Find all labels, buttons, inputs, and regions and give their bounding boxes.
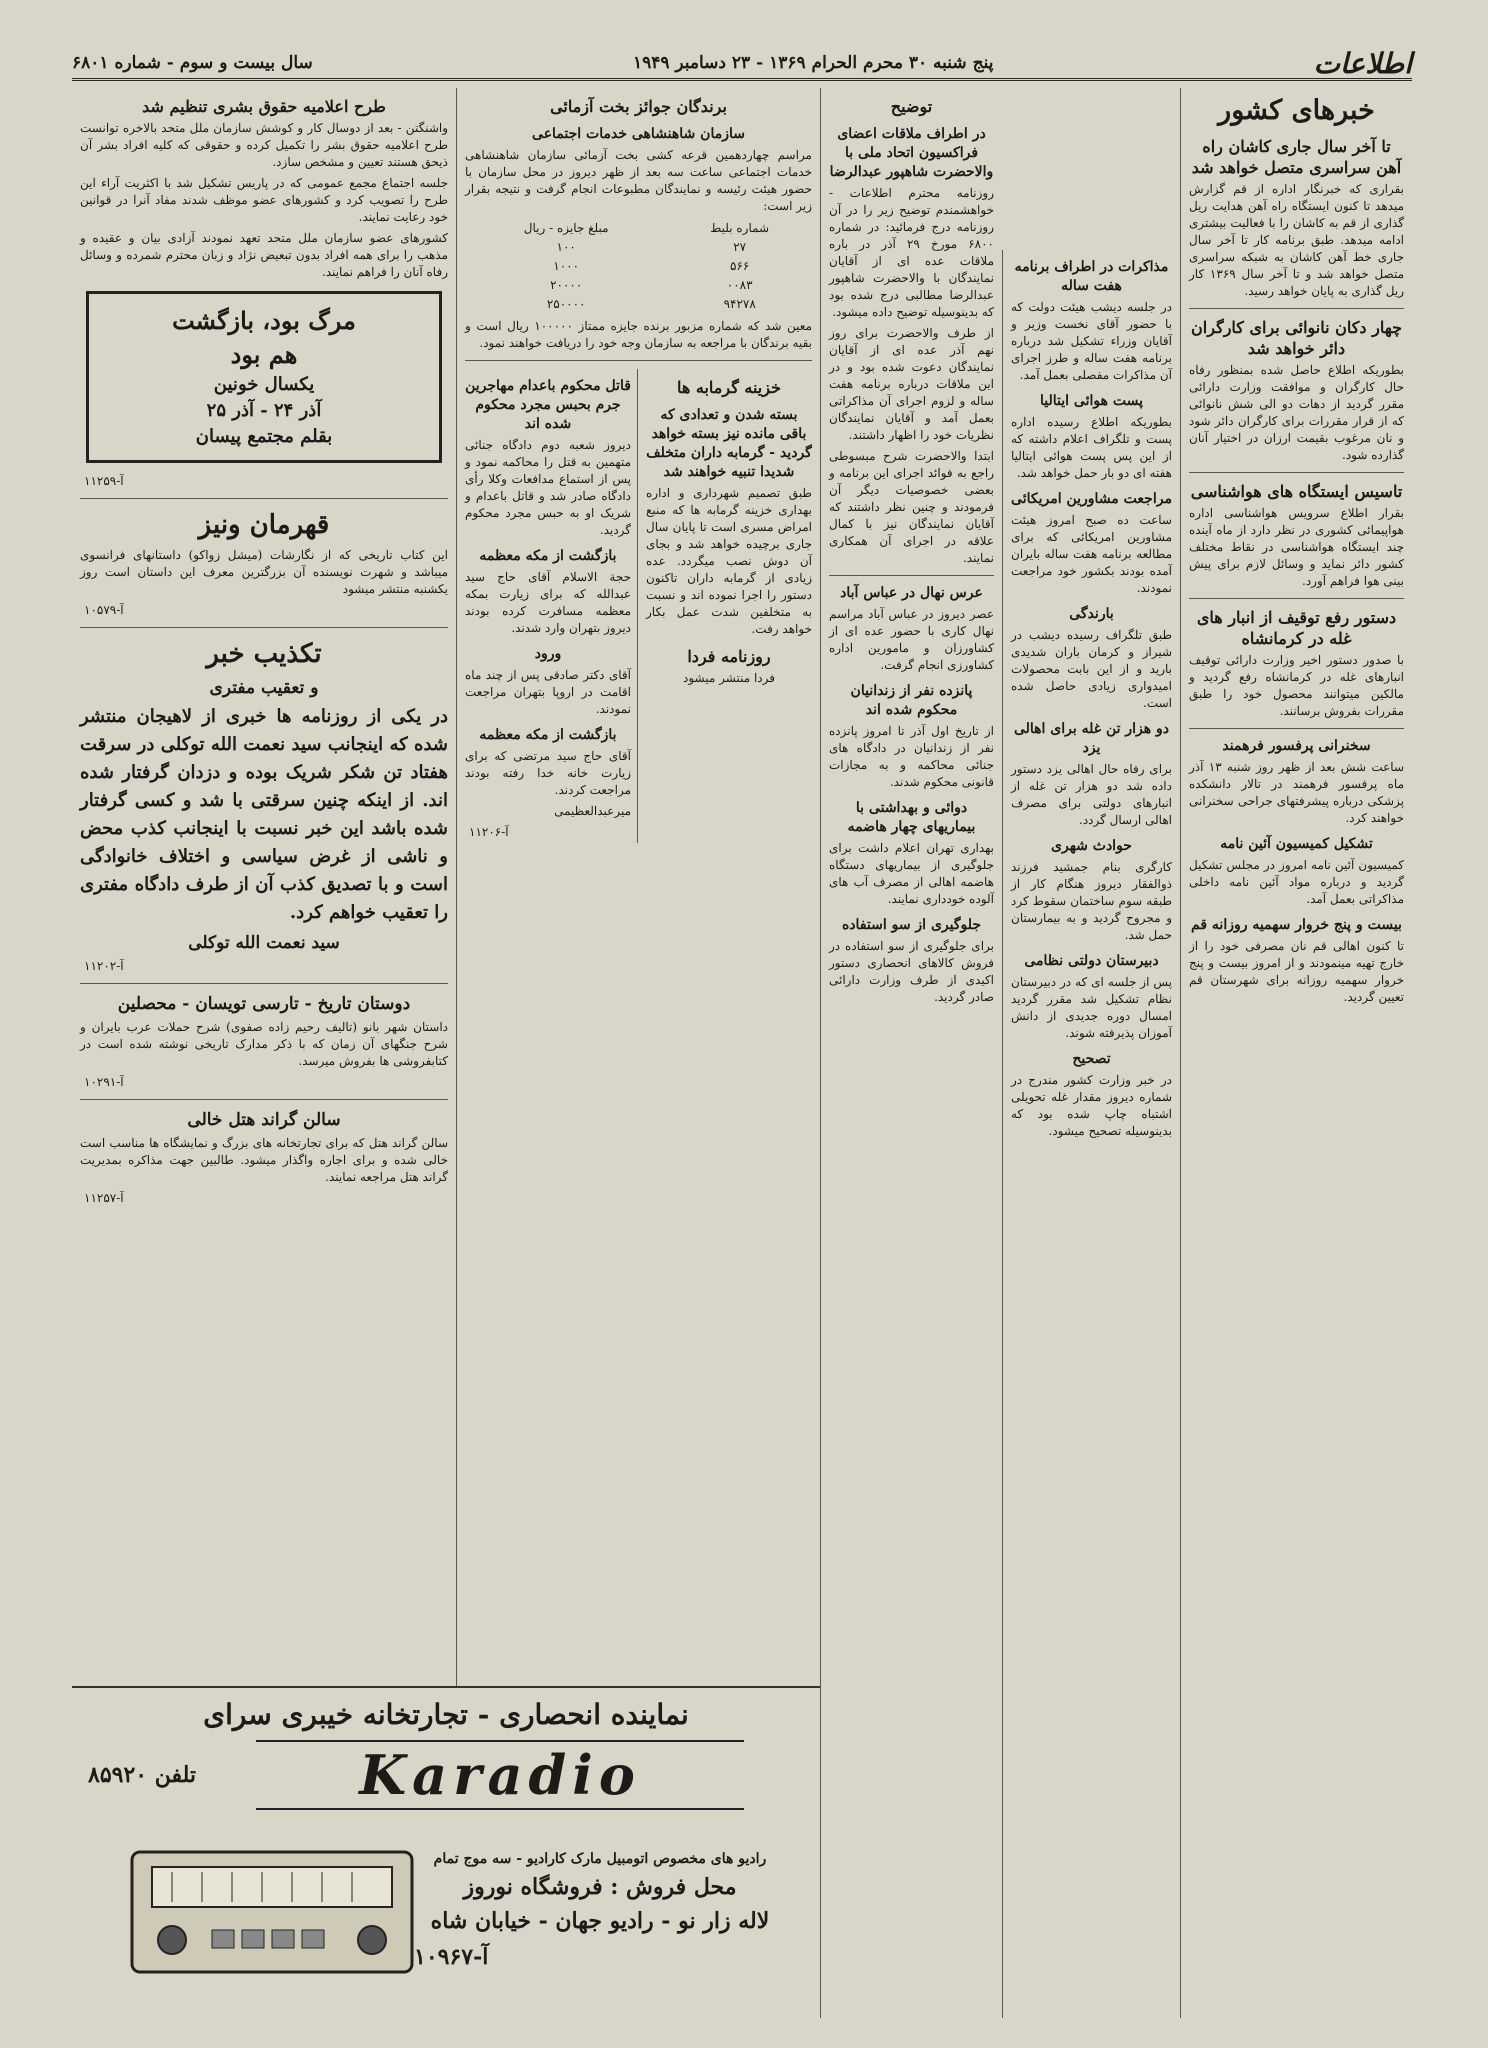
denial-body: در یکی از روزنامه ها خبری از لاهیجان منتشر شده که اینجانب سید نعمت الله توکلی در سرقت هفتاد تن شکر شریک بوده و دزدان گرفتار شده اند. از اینکه چنین سرقتی با شد و کسی گرفتار شده باشد این خبر نسبت با اینجانب کذب محض و ناشی از غرض سیاسی و اختلاف خانوادگی است و با تصدیق کذب آن از طرف دادگاه مفتری را تعقیب خواهم کرد. — [80, 706, 448, 923]
article-body: با صدور دستور اخیر وزارت دارائی توقیف انبارهای غله در کرمانشاه رفع گردید و مالکین میتوانند محصول خود را طبق مقررات بفروش برسانند. — [1189, 653, 1404, 718]
divider — [465, 360, 812, 361]
headline: برندگان جوائز بخت آزمائی — [550, 97, 727, 116]
article-body: کمیسیون آئین نامه امروز در مجلس تشکیل گردید و درباره مواد آئین نامه داخلی مذاکراتی بعمل آمد. — [1189, 858, 1404, 906]
article-body: بطوریکه اطلاع حاصل شده بمنظور رفاه حال کارگران و موافقت وزارت دارائی مقرر گردید از دهات دو الی شش نانوائی که از قرار مقررات برای کارگران دائر شود و نان مرغوب بقیمت ارزان در اختیار آنان گذارده شود. — [1189, 363, 1404, 462]
headline: حوادث شهری — [1051, 838, 1132, 854]
article-body: جلسه اجتماع مجمع عمومی که در پاریس تشکیل شد با اکثریت آراء این طرح را تصویب کرد و کشورهای عضو موظف شدند مفاد آنرا در قوانین خود رعایت نمایند. — [80, 176, 448, 224]
prize-table — [465, 219, 812, 314]
table-row — [465, 238, 812, 257]
table-row — [465, 295, 812, 314]
headline: دو هزار تن غله برای اهالی یزد — [1013, 721, 1170, 756]
divider — [80, 983, 448, 984]
ad-ref: آ-۱۱۲۵۹ — [84, 474, 124, 488]
ticket-number: ۹۴۲۷۸ — [723, 297, 756, 311]
ad-body: داستان شهر بانو (تالیف رحیم زاده صفوی) شرح حملات عرب بایران و شرح جنگهای آن زمان که با ذکر مدارک تاریخی نوشته شده است در کتابفروشی ها بفروش میرسد. — [80, 1020, 448, 1068]
ad-ref: آ-۱۰۵۷۹ — [84, 603, 124, 617]
divider — [1189, 308, 1404, 309]
article-body: طبق تلگراف رسیده دیشب در شیراز و کرمان باران شدیدی بارید و از این بابت محصولات امیدواری زیادی حاصل شده است. — [1011, 628, 1172, 710]
ticket-number: ۰۰۸۳ — [726, 278, 753, 292]
ticket-number: ۲۷ — [733, 240, 747, 254]
prize-amount: ۲۰۰۰۰ — [550, 278, 583, 292]
ad-line: آذر ۲۴ - آذر ۲۵ — [206, 400, 322, 421]
article-body: عصر دیروز در عباس آباد مراسم نهال کاری با حضور عده ای از کشاورزان و مامورین اداره کشاورزی انجام گرفت. — [829, 607, 994, 672]
article-body: ساعت شش بعد از ظهر روز شنبه ۱۳ آذر ماه پرفسور فرهمند در تالار دانشکده پزشکی درباره پیشرفتهای جراحی سخنرانی خواهند کرد. — [1189, 760, 1404, 825]
article-body: ساعت ده صبح امروز هیئت مشاورین امریکائی که برای مطالعه برنامه هفت ساله بایران آمده بودند بکشور خود مراجعت نمودند. — [1011, 513, 1172, 595]
headline: پست هوائی ایتالیا — [1040, 393, 1143, 409]
article-body: معین شد که شماره مزبور برنده جایزه ممتاز ۱۰۰۰۰۰ ریال است و بقیه برندگان با مراجعه به سازمان وجه خود را دریافت خواهند نمود. — [465, 319, 812, 350]
ad-ref: آ-۱۰۲۹۱ — [84, 1075, 124, 1089]
radio-advertisement — [72, 1686, 820, 2016]
article-body: آقای دکتر صادقی پس از چند ماه اقامت در اروپا بتهران مراجعت نمودند. — [465, 668, 631, 716]
headline: سخنرانی پرفسور فرهمند — [1222, 738, 1371, 754]
headline: تا آخر سال جاری کاشان راه آهن سراسری متصل خواهد شد — [1191, 137, 1402, 177]
headline: بازگشت از مکه معظمه — [479, 548, 617, 564]
ad-headline: نماینده انحصاری - تجارتخانه خیبری سرای — [203, 1698, 689, 1731]
headline: بازگشت از مکه معظمه — [479, 727, 617, 743]
ad-line: محل فروش : فروشگاه نوروز — [463, 1874, 737, 1900]
prize-amount: ۱۰۰ — [556, 240, 576, 254]
column-country-news — [1180, 88, 1412, 2018]
headline: عرس نهال در عباس آباد — [840, 585, 983, 601]
hall-ad-title: سالن گراند هتل خالی — [187, 1110, 341, 1130]
ad-line: رادیو های مخصوص اتومبیل مارک کارادیو - سه موج تمام — [433, 1851, 767, 1867]
headline: قاتل محکوم باعدام مهاجرین جرم بحبس مجرد محکوم شده اند — [465, 378, 631, 432]
ad-body: این کتاب تاریخی که از نگارشات (میشل زواکو) داستانهای فرانسوی میباشد و شهرت نویسنده آن بزرگترین معرف این داستان است روز یکشنبه منتشر میشود — [80, 548, 448, 596]
phone-number: تلفن ۸۵۹۲۰ — [88, 1762, 197, 1788]
ad-line: مرگ بود، بازگشت — [172, 306, 356, 335]
masthead — [72, 48, 1412, 81]
article-body: طبق تصمیم شهرداری و اداره بهداری خزینه گرمابه ها که منبع امراض مسری است تا پایان سال جاری برچیده خواهد شد و بجای آن دوش نصب میگردد. عده زیادی از گرمابه داران تاکنون دستور را اجرا نموده اند و نسبت به متخلفین شدت عمل بکار خواهد رفت. — [646, 486, 812, 636]
subheadline: بسته شدن و تعدادی که باقی مانده نیز بسته خواهد گردید - گرمابه داران متخلف شدیدا تنبیه خواهند شد — [646, 407, 812, 480]
headline: توضیح — [890, 97, 933, 116]
article-body: مراسم چهاردهمین قرعه کشی بخت آزمائی سازمان شاهنشاهی خدمات اجتماعی ساعت سه بعد از ظهر دیروز در محل سازمان با حضور هیئت رئیسه و نمایندگان مطبوعات انجام گرفت و نتیجه بقرار زیر است: — [465, 148, 813, 213]
headline: بیست و پنج خروار سهمیه روزانه قم — [1191, 917, 1402, 933]
headline: بارندگی — [1069, 606, 1114, 622]
headline: تاسیس ایستگاه های هواشناسی — [1190, 482, 1403, 501]
divider — [80, 1099, 448, 1100]
ad-line: بقلم مجتمع پیسان — [195, 426, 333, 447]
table-header: شماره بلیط — [710, 221, 770, 235]
article-body: از تاریخ اول آذر تا امروز پانزده نفر از زندانیان در دادگاه های جنائی محاکمه و به مجازات قانونی محکوم شدند. — [829, 724, 994, 789]
date-line: پنج شنبه ۳۰ محرم الحرام ۱۳۶۹ - ۲۳ دسامبر ۱۹۴۹ — [632, 53, 994, 73]
ad-line: هم بود — [230, 340, 298, 369]
table-row — [465, 276, 812, 295]
headline: طرح اعلامیه حقوق بشری تنظیم شد — [142, 97, 386, 116]
book-title: قهرمان ونیز — [198, 510, 330, 540]
headline: چهار دکان نانوائی برای کارگران دائر خواهد شد — [1191, 318, 1402, 358]
headline: خزینه گرمابه ها — [677, 378, 781, 397]
article-body: کشورهای عضو سازمان ملل متحد تعهد نمودند آزادی بیان و عقیده و مذهب را برای همه افراد بدون تبعیض نژاد و زبان محترم شمرده و وسائل رفاه آنان را فراهم نمایند. — [80, 231, 448, 279]
bath-article — [646, 369, 812, 843]
story-ad-title: دوستان تاریخ - تارسی تویسان - محصلین — [117, 994, 411, 1014]
ad-ref: آ-۱۱۲۰۶ — [469, 825, 509, 839]
divider — [80, 498, 448, 499]
ad-text-block — [410, 1848, 790, 1976]
brand-row — [88, 1734, 804, 1816]
headline: تشکیل کمیسیون آئین نامه — [1220, 836, 1373, 852]
car-radio-icon — [122, 1832, 422, 1982]
article-body: بقراری که خبرنگار اداره از قم گزارش میدهد تا کنون ایستگاه راه آهن هدایت ریل گذاری از قم به کاشان را با فعالیت بیشتری ادامه میدهد. طبق برنامه کار تا آخر سال جاری خط آهن کاشان به شبکه سراسری متصل خواهد شد و تا آخر سال ۱۳۶۹ کار ریل گذاری به پایان خواهد رسید. — [1189, 182, 1404, 298]
ad-ref: آ-۱۰۹۶۷ — [414, 1944, 489, 1970]
newspaper-announcement: روزنامه فردا — [687, 647, 771, 666]
brand-logo: Karadio — [256, 1740, 744, 1810]
divider — [1189, 598, 1404, 599]
article-body: تا کنون اهالی قم نان مصرفی خود را از خارج تهیه مینمودند و از امروز بیست و پنج خروار سهمیه روزانه برای شهرستان قم تعیین گردید. — [1189, 939, 1404, 1004]
article-body: بطوریکه اطلاع رسیده اداره پست و تلگراف اعلام داشته که از این پس پست هوائی ایتالیا هفته ای دو بار حمل خواهد شد. — [1011, 415, 1172, 480]
ad-line: لاله زار نو - رادیو جهان - خیابان شاه — [430, 1908, 770, 1934]
headline: پانزده نفر از زندانیان محکوم شده اند — [850, 683, 973, 718]
headline: مذاکرات در اطراف برنامه هفت ساله — [1014, 259, 1169, 294]
article-body: بقرار اطلاع سرویس هواشناسی اداره هواپیمائی کشوری در نظر دارد از ماه آینده چند ایستگاه هواشناسی در نقاط مختلف کشور دائر نماید و وسائل لازم برای پیش بینی هوا فراهم آورد. — [1189, 506, 1404, 588]
divider — [829, 575, 994, 576]
article-body: ابتدا والاحضرت شرح مبسوطی راجع به فوائد اجرای این برنامه و بعضی خصوصیات دیگر آن فرمودند و چنین نظر داشتند که آقایان نمایندگان نیز با کمال علاقه در اجرای آن همکاری نمایند. — [829, 449, 994, 565]
article-body: برای جلوگیری از سو استفاده در فروش کالاهای انحصاری دستور اکیدی از طرف وزارت دارائی صادر گردید. — [829, 939, 994, 1004]
column-explanation — [820, 88, 1002, 2018]
denial-subtitle: و تعقیب مفتری — [209, 678, 319, 698]
prize-amount: ۱۰۰۰ — [553, 259, 580, 273]
signature: میرعبدالعظیمی — [554, 804, 631, 818]
headline: دبیرستان دولتی نظامی — [1024, 953, 1159, 969]
article-body: واشنگتن - بعد از دوسال کار و کوشش سازمان ملل متحد بالاخره توانست طرح اعلامیه حقوق بشر را تکمیل کرده و حقوقی که کلیه افراد بشر آن ذیحق هستند تعیین و مشخص سازد. — [80, 121, 448, 169]
denial-title: تکذیب خبر — [206, 639, 322, 669]
prize-amount: ۲۵۰۰۰۰ — [546, 297, 586, 311]
table-row — [465, 257, 812, 276]
article-body: روزنامه محترم اطلاعات - خواهشمندم توضیح زیر را در آن روزنامه درج فرمائید: در شماره ۶۸۰۰ مورخ ۲۹ آذر در باره ملاقات عده ای از آقایان نمایندگان با والاحضرت شاهپور عبدالرضا مطالبی درج شده بود که بدینوسیله توضیح داده میشود. — [829, 186, 994, 319]
divider — [1189, 472, 1404, 473]
two-column-block — [465, 369, 812, 843]
article-body: در جلسه دیشب هیئت دولت که با حضور آقای نخست وزیر و آقایان وزراء تشکیل شد درباره برنامه هفت ساله و طرز اجرای آن مذاکرات مفصلی بعمل آمد. — [1011, 300, 1172, 382]
ad-ref: آ-۱۱۲۰۲ — [84, 959, 124, 973]
signature: سید نعمت الله توکلی — [188, 933, 340, 953]
subheadline: در اطراف ملاقات اعضای فراکسیون اتحاد ملی با والاحضرت شاهپور عبدالرضا — [829, 126, 994, 180]
ad-line: یکسال خونین — [213, 374, 315, 395]
ad-body: سالن گراند هتل که برای تجارتخانه های بزرگ و نمایشگاه ها مناسب است خالی شده و برای اجاره واگذار میشود. طالبین جهت مذاکره بمدیریت گراند هتل مراجعه نمایند. — [80, 1136, 448, 1184]
table-header-row — [465, 219, 812, 238]
ad-ref: آ-۱۱۲۵۷ — [84, 1191, 124, 1205]
article-body: دیروز شعبه دوم دادگاه جنائی متهمین به قتل را محاکمه نمود و پس از استماع مدافعات وکلا رأی دادگاه صادر شد و قاتل باعدام و شریک او به حبس مجرد محکوم گردید. — [465, 438, 631, 537]
divider — [1189, 728, 1404, 729]
subheadline: سازمان شاهنشاهی خدمات اجتماعی — [532, 126, 745, 142]
headline: جلوگیری از سو استفاده — [841, 917, 982, 933]
newspaper-logo: اطلاعات — [1313, 46, 1412, 80]
article-body: پس از جلسه ای که در دبیرستان نظام تشکیل شد مقرر گردید امسال دوره جدیدی از دانش آموزان پذیرفته شوند. — [1011, 975, 1172, 1040]
column-politics — [1002, 250, 1180, 2018]
article-body: کارگری بنام جمشید فرزند ذوالفقار دیروز هنگام کار از طبقه سوم ساختمان سقوط کرد و مجروح گردید و به بیمارستان حمل شد. — [1011, 860, 1172, 942]
headline: تصحیح — [1072, 1051, 1111, 1067]
article-body: آقای حاج سید مرتضی که برای زیارت خانه خدا رفته بودند مراجعت کردند. — [465, 749, 631, 797]
table-header: مبلغ جایزه - ریال — [523, 221, 609, 235]
issue-line: سال بیست و سوم - شماره ۶۸۰۱ — [72, 53, 313, 73]
article-body: حجة الاسلام آقای حاج سید عبدالله که برای زیارت بمکه معظمه مسافرت کرده بودند دیروز بتهران وارد شدند. — [465, 570, 631, 635]
column-lottery — [456, 88, 820, 1686]
article-body: برای رفاه حال اهالی یزد دستور داده شد دو هزار تن غله از انبارهای دولتی برای مصرف اهالی ارسال گردد. — [1011, 762, 1172, 827]
headline: دستور رفع توقیف از انبار های غله در کرمانشاه — [1196, 608, 1397, 648]
divider — [80, 627, 448, 628]
headline: دوائی و بهداشتی با بیماریهای چهار هاضمه — [847, 800, 976, 835]
headline: ورود — [534, 646, 562, 662]
announcement-sub: فردا منتشر میشود — [683, 671, 775, 685]
article-body: در خبر وزارت کشور مندرج در شماره دیروز مقدار غله تحویلی اشتباه چاپ شده بود که بدینوسیله تصحیح میشود. — [1011, 1073, 1172, 1138]
murder-article — [465, 369, 638, 843]
headline: مراجعت مشاورین امریکائی — [1011, 491, 1172, 507]
column-world — [72, 88, 456, 1686]
article-body: بهداری تهران اعلام داشت برای جلوگیری از بیماریهای دستگاه هاضمه اهالی از مصرف آب های آلوده خودداری نمایند. — [829, 841, 994, 906]
section-title: خبرهای کشور — [1218, 95, 1375, 126]
ticket-number: ۵۶۶ — [730, 259, 750, 273]
book-ad-box — [86, 291, 442, 463]
article-body: از طرف والاحضرت برای روز نهم آذر عده ای از آقایان نمایندگان دعوت شده بود و در این ملاقات درباره برنامه هفت ساله و لزوم اجرای آن مذاکراتی بعمل آمد و آقایان نمایندگان نظریات خود را اظهار داشتند. — [829, 326, 994, 442]
